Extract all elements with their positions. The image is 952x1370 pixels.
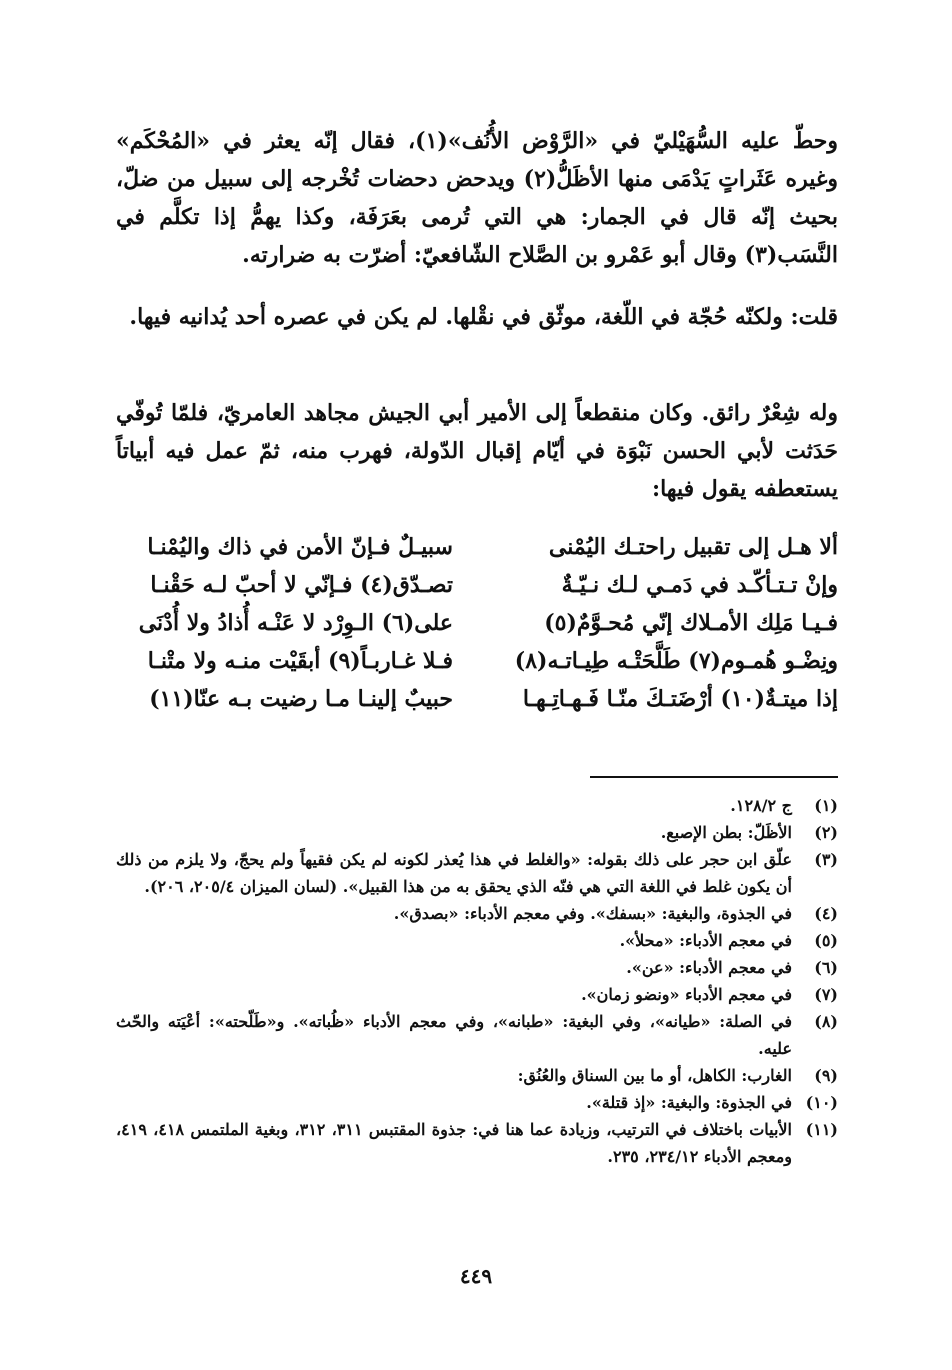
footnote [116, 1062, 838, 1089]
paragraph-1: وحطّ عليه السُّهَيْليّ في «الرَّوْض الأُنُف»(١)، فقال إنّه يعثر في «المُحْكَم» وغيره عَثَراتٍ يَدْمَى منها الأظَلُّ(٢) ويدحض دحضات تُخْرجه إلى سبيل من ضلّ، بحيث إنّه قال في الجمار: هي التي تُرمى بعَرَفَة، وكذا يهمُّ إذا تكلَّم في النَّسَب(٣) وقال أبو عَمْرو بن الصَّلاح الشّافعيّ: أضرّت به ضرارته. [116, 128, 838, 268]
verse-first-hemistich: ألا هـل إلى تقبيل راحتـك اليُمْنى [548, 534, 838, 560]
footnote-number: (٢) [814, 823, 838, 842]
footnote-number: (٧) [814, 985, 838, 1004]
footnote-number: (١٠) [805, 1093, 838, 1112]
verse-first-hemistich: ونِضْـو هُمـوم(٧) طَلَّحَتْـه طِيـاتـه(٨) [514, 648, 838, 674]
footnote [116, 1008, 838, 1062]
footnote-text: في معجم الأدباء «ونضو زمان». [581, 985, 792, 1004]
footnote-text: الأبيات باختلاف في الترتيب، وزيادة عما هنا في: جذوة المقتبس ٣١١، ٣١٢، وبغية الملتمس ٤١٨، ٤١٩، ومعجم الأدباء ٢٣٤/١٢، ٢٣٥. [116, 1120, 792, 1166]
footnote-number: (٩) [814, 1066, 838, 1085]
poem-verse [116, 566, 838, 604]
footnote-number: (٦) [814, 958, 838, 977]
verse-second-hemistich: سبيـلٌ فـإنّ الأمن في ذاك واليُمْنـا [147, 534, 453, 560]
footnote-number: (٥) [814, 931, 838, 950]
verse-first-hemistich: وإنْ تـتـأكّـد في دَمـي لـك نـيّـةٌ [561, 572, 838, 598]
paragraph-3: وله شِعْرٌ رائق. وكان منقطعاً إلى الأمير أبي الجيش مجاهد العامريّ، فلمّا تُوفّي حَدَثت لأبي الحسن نَبْوَة في أيّام إقبال الدّولة، فهرب منه، ثمّ عمل فيه أبياتاً يستعطفه يقول فيها: [116, 400, 838, 502]
footnote-text: في معجم الأدباء: «عن». [626, 958, 792, 977]
footnote-number: (١١) [805, 1120, 838, 1139]
verse-second-hemistich: على(٦) الـوِرْد لا عَنْـه أُذادُ ولا أُدْنَى [138, 610, 453, 636]
footnote [116, 792, 838, 819]
verse-first-hemistich: فـيـا مَلِك الأمـلاك إنّي مُحـوَّمٌ(٥) [544, 610, 838, 636]
footnote-text: في الصلة: «طيانه»، وفي البغية: «طبانه»، وفي معجم الأدباء «ظُباته». و«طَلّحته»: أعْيَته والحّث عليه. [116, 1012, 792, 1058]
footnote-text: ج ١٢٨/٢. [730, 796, 792, 815]
footnote-number: (١) [814, 796, 838, 815]
footnote-text: في معجم الأدباء: «محلأ». [619, 931, 792, 950]
verse-second-hemistich: تصـدّق(٤) فـإنّي لا أحبّ لـه حَقْنـا [150, 572, 453, 598]
poem-verse [116, 528, 838, 566]
poem-verse [116, 642, 838, 680]
footnote-divider [590, 776, 838, 778]
footnote [116, 900, 838, 927]
verse-second-hemistich: حبيبٌ إلينـا مـا رضيت بـه عنّا(١١) [149, 686, 453, 712]
footnote-text: الغارب: الكاهل، أو ما بين السناق والعُنُق: [517, 1066, 792, 1085]
footnote [116, 1116, 838, 1170]
page-number: ٤٤٩ [459, 1264, 493, 1288]
verse-first-hemistich: إذا ميتـةٌ(١٠) أرْضَتـكَ منّـا فَـهـاتِـهـا [522, 686, 838, 712]
verse-second-hemistich: فـلا غـاربـاً(٩) أبقَيْت منـه ولا متْنـا [147, 648, 453, 674]
footnote-number: (٣) [814, 850, 838, 869]
paragraph-2: قلت: ولكنّه حُجّة في اللّغة، موثّق في نقْلها. لم يكن في عصره أحد يُدانيه فيها. [129, 304, 838, 330]
footnote-text: في الجذوة: والبغية: «إذ قتلة». [586, 1093, 792, 1112]
footnote [116, 927, 838, 954]
poem-verse [116, 680, 838, 718]
footnote-number: (٤) [814, 904, 838, 923]
footnotes [116, 792, 838, 1170]
footnote [116, 981, 838, 1008]
poem-verse [116, 604, 838, 642]
footnote-text: علّق ابن حجر على ذلك بقوله: «والغلط في هذا يُعذر لكونه لم يكن فقيهاً ولم يحجّ، ولا يلزم من ذلك أن يكون غلط في اللغة التي هي فنّه الذي يحقق به من هذا القبيل». (لسان الميزان ٢٠٥/٤، ٢٠٦). [116, 850, 792, 896]
footnote-text: الأظَلّ: بطن الإصبع. [660, 823, 792, 842]
footnote [116, 846, 838, 900]
poem [116, 528, 838, 718]
footnote-number: (٨) [814, 1012, 838, 1031]
footnote [116, 1089, 838, 1116]
footnote [116, 954, 838, 981]
footnote-text: في الجذوة، والبغية: «بسفك». وفي معجم الأدباء: «بصدق». [393, 904, 792, 923]
footnote [116, 819, 838, 846]
